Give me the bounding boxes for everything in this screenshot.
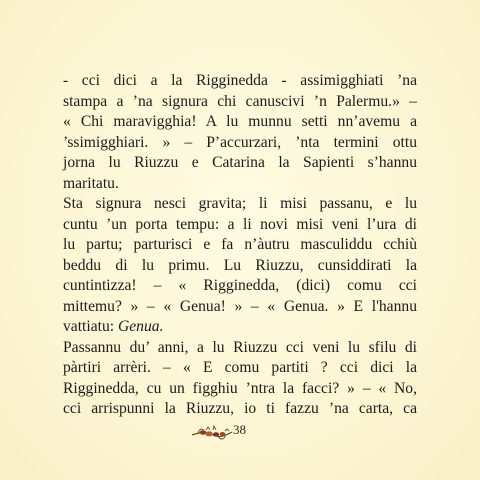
text-line: cuntu ’un porta tempu: a li novi misi veni l’ura di <box>63 215 417 233</box>
text-line: stampa a ’na signura chi canuscivi ’n Palermu.» – <box>63 92 417 110</box>
text-line: pàrtiri arrèri. – « E comu partiti ? cci dici la <box>63 359 417 376</box>
text-line: - cci dici a la Rigginedda - assimigghiati ’na <box>63 72 417 89</box>
text-line: cci arrispunni la Riuzzu, io ti fazzu ’na carta, ca <box>63 400 417 417</box>
text-line: jorna lu Riuzzu e Catarina la Sapienti s’hannu <box>63 154 417 171</box>
text-line: maritatu. <box>63 174 119 192</box>
text-line: lu partu; parturisci e fa n’àutru masculiddu cchiù <box>63 236 417 253</box>
text-line: beddu di lu primu. Lu Riuzzu, cunsiddirati la <box>63 256 417 274</box>
text-line: Sta signura nesci gravita; li misi passanu, e lu <box>63 195 417 212</box>
page-number: 38 <box>233 422 246 437</box>
text-line: mittemu? » – « Genua! » – « Genua. » E l'hannu <box>63 297 417 315</box>
text-line: « Chi maravigghia! A lu munnu setti nn’avemu a <box>63 113 417 130</box>
floral-vine-ornament-icon <box>190 420 234 442</box>
text-line: ’ssimigghiari. » – P’accurzari, ’nta termini ottu <box>63 133 417 151</box>
text-line: Passannu du’ anni, a lu Riuzzu cci veni lu sfilu di <box>63 338 417 356</box>
italic-name: Genua. <box>118 318 164 335</box>
text-line: Rigginedda, cu un figghiu ’ntra la facci? » – « No, <box>63 379 417 397</box>
page-footer <box>190 420 290 444</box>
story-text <box>63 71 417 420</box>
text-line-prefix: vattiatu: <box>63 318 118 335</box>
text-line: cuntintizza! – « Rigginedda, (dici) comu cci <box>63 277 417 294</box>
text-line-with-name <box>63 317 417 338</box>
